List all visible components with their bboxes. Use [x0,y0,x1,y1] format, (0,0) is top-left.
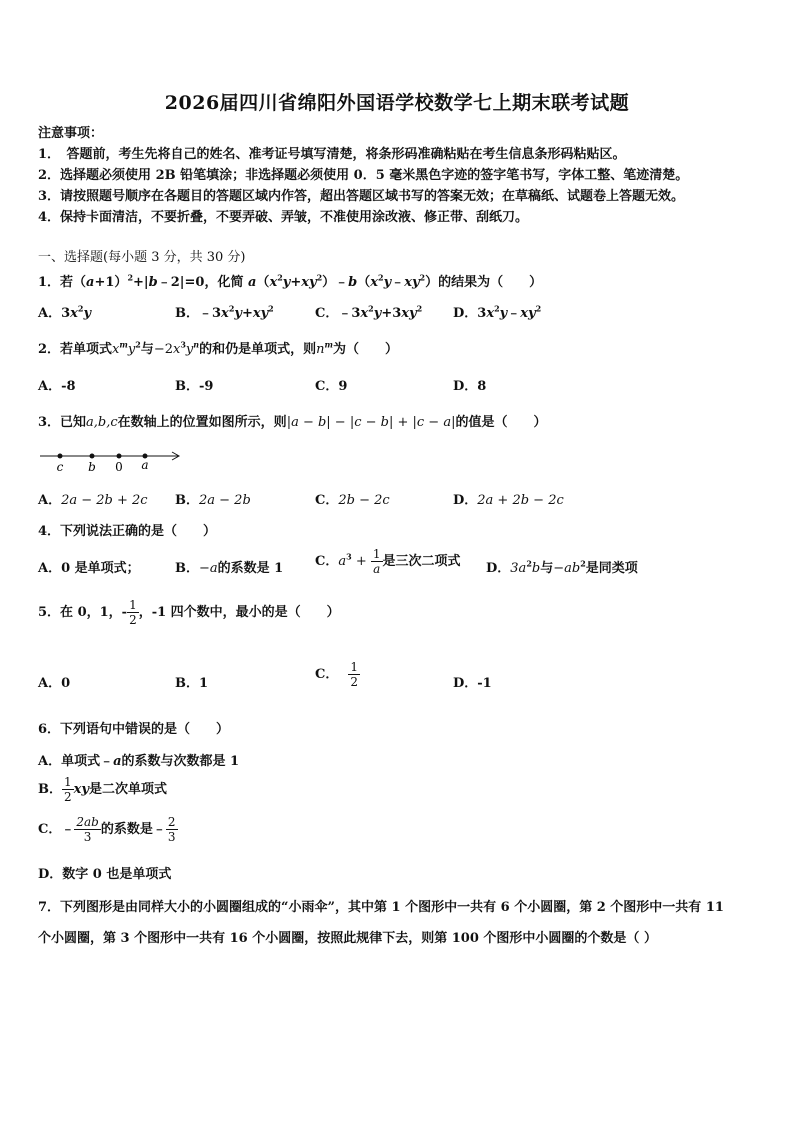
q3-option-c: C．2b − 2c [315,493,390,508]
q1-option-c: C．$﹣3x^2y+3xy^2$ [315,303,423,321]
q2-option-d: D．8 [453,379,487,394]
q5-option-a: A．0 [38,676,71,691]
page-title: 2026届四川省绵阳外国语学校数学七上期末联考试题 [164,92,630,114]
q2-stem: 2．若单项式$x^my^2$与$-2x^3y^n$的和仍是单项式，则$n^m$为（ ） [38,339,398,357]
section-heading: 一、选择题(每小题 3 分，共 30 分) [38,250,246,265]
q5-stem: 5．在 0，1，- $\frac{1}{2}$ ，-1 四个数中，最小的是（ ） [38,598,340,627]
q1-stem: 1．若$(a+1)^2+|b﹣2|=0$，化简 $a(x^2y+xy^2)﹣b(x^2y﹣xy^2)$的结果为（ ） [38,272,543,290]
q3-option-b: B．2a − 2b [175,493,251,508]
label-zero: 0 [115,460,123,474]
notice-item-1: 1． 答题前，考生先将自己的姓名、准考证号填写清楚，将条形码准确粘贴在考生信息条形码粘贴区。 [38,147,626,162]
q4-stem: 4．下列说法正确的是（ ） [38,524,217,539]
q4-option-c: C．$a^3$ + $\frac{1}{a}$ 是三次二项式 [315,547,461,576]
q4-option-d: D．$3a^2b$与$-ab^2$是同类项 [486,558,638,576]
notice-item-4: 4．保持卡面清洁，不要折叠，不要弄破、弄皱，不准使用涂改液、修正带、刮纸刀。 [38,210,529,225]
q6-stem: 6．下列语句中错误的是（ ） [38,722,230,737]
q6-option-d: D．数字 0 也是单项式 [38,867,172,882]
q3-option-d: D．2a + 2b − 2c [453,493,564,508]
q2-option-b: B．-9 [175,379,214,394]
q5-option-b: B．1 [175,676,209,691]
q6-option-c: C．﹣ $\frac{2ab}{3}$ 的系数是﹣ $\frac{2}{3}$ [38,815,176,844]
q4-option-a: A．0 是单项式； [38,561,140,576]
label-b: b [88,460,96,474]
q5-option-d: D．-1 [453,676,492,691]
point-b [90,454,95,459]
label-a: a [141,458,149,472]
notice-item-3: 3．请按照题号顺序在各题目的答题区域内作答，超出答题区域书写的答案无效；在草稿纸、试题卷上答题无效。 [38,189,685,204]
q4-option-b: B．−a的系数是 1 [175,561,284,576]
q3-option-a: A．2a − 2b + 2c [38,493,148,508]
q3-stem: 3．已知a,b,c在数轴上的位置如图所示，则|a − b| − |c − b| + |c − a|的值是（ ） [38,415,547,430]
number-line-figure [38,446,188,476]
label-c: c [56,460,64,474]
q6-option-b: B． $\frac{1}{2}$ xy是二次单项式 [38,775,167,804]
notice-heading: 注意事项： [38,126,104,141]
q1-option-b: B．$﹣3x^2y+xy^2$ [175,303,274,321]
q6-option-a: A．单项式﹣a的系数与次数都是 1 [38,754,240,769]
q2-option-a: A．-8 [38,379,76,394]
q5-option-c: C． $\frac{1}{2}$ [315,660,358,689]
point-zero [117,454,122,459]
q1-option-d: D．$3x^2y﹣xy^2$ [453,303,542,321]
point-c [58,454,63,459]
q7-stem-line-1: 7．下列图形是由同样大小的小圆圈组成的“小雨伞”，其中第 1 个图形中一共有 6 个小圆圈，第 2 个图形中一共有 11 [38,900,724,915]
q7-stem-line-2: 个小圆圈，第 3 个图形中一共有 16 个小圆圈，按照此规律下去，则第 100 个图形中小圆圈的个数是（ ） [38,931,657,946]
notice-item-2: 2．选择题必须使用 2B 铅笔填涂；非选择题必须使用 0．5 毫米黑色字迹的签字笔书写，字体工整、笔迹清楚。 [38,168,689,183]
q1-option-a: A．$3x^2y$ [38,303,92,321]
q2-option-c: C．9 [315,379,348,394]
